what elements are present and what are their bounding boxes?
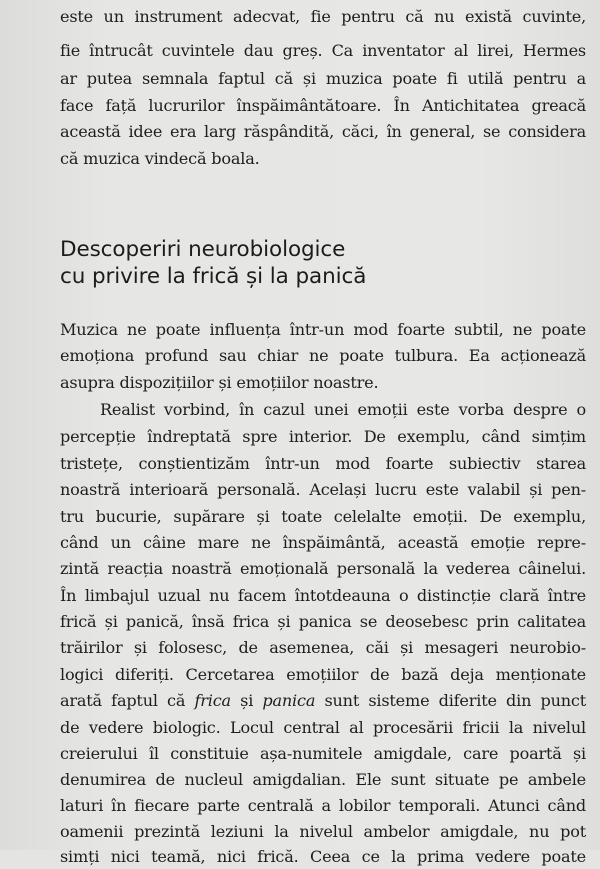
text-line: asupra dispozițiilor și emoțiilor noastre.	[60, 373, 379, 392]
text-line: fie întrucât cuvintele dau greș. Ca inventator al lirei, Hermes	[60, 41, 586, 60]
text-line: face față lucrurilor înspăimântătoare. În Antichitatea greacă	[60, 96, 586, 115]
text-line: de vedere biologic. Locul central al procesării fricii la nivelul	[60, 718, 586, 737]
text-line: percepție îndreptată spre interior. De exemplu, când simțim	[60, 427, 586, 446]
text-line: arată faptul că frica și panica sunt sisteme diferite din punct	[60, 691, 586, 710]
text-line: tru bucurie, supărare și toate celelalte emoții. De exemplu,	[60, 507, 586, 526]
text-line: tristețe, conștientizăm într-un mod foarte subiectiv starea	[60, 454, 586, 473]
text-line: această idee era larg răspândită, căci, în general, se considera	[60, 122, 586, 141]
text-line: laturi în fiecare parte centrală a lobilor temporali. Atunci când	[60, 796, 586, 815]
text-line: că muzica vindecă boala.	[60, 149, 260, 168]
emphasized-term: frica	[194, 691, 231, 710]
text-line: zintă reacția noastră emoțională personală la vederea câinelui.	[60, 559, 586, 578]
emphasized-term: panica	[262, 691, 316, 710]
text-line: Muzica ne poate influența într-un mod foarte subtil, ne poate	[60, 320, 586, 339]
text-line: noastră interioară personală. Același lucru este valabil și pen-	[60, 480, 586, 499]
text-line: logici diferiți. Cercetarea emoțiilor de bază deja menționate	[60, 665, 586, 684]
text-line: ar putea semnala faptul că și muzica poate fi utilă pentru a	[60, 69, 586, 88]
text-line: creierului îl constituie așa-numitele amigdale, care poartă și	[60, 744, 586, 763]
text-line: trăirilor și folosesc, de asemenea, căi și mesageri neurobio-	[60, 638, 586, 657]
text-line: este un instrument adecvat, fie pentru că nu există cuvinte,	[60, 7, 586, 26]
text-line: Realist vorbind, în cazul unei emoții este vorba despre o	[100, 400, 586, 419]
text-line: emoționa profund sau chiar ne poate tulbura. Ea acționează	[60, 346, 586, 365]
section-heading-line: cu privire la frică și la panică	[60, 264, 367, 289]
text-line: oamenii prezintă leziuni la nivelul ambelor amigdale, nu pot	[60, 822, 586, 841]
text-line: frică și panică, însă frica și panica se deosebesc prin calitatea	[60, 612, 586, 631]
text-line: simți nici teamă, nici frică. Ceea ce la prima vedere poate	[60, 847, 586, 866]
text-line: denumirea de nucleul amigdalian. Ele sunt situate pe ambele	[60, 770, 586, 789]
section-heading-line: Descoperiri neurobiologice	[60, 237, 346, 262]
text-line: În limbajul uzual nu facem întotdeauna o distincție clară între	[60, 586, 586, 605]
text-line: când un câine mare ne înspăimântă, această emoție repre-	[60, 533, 586, 552]
